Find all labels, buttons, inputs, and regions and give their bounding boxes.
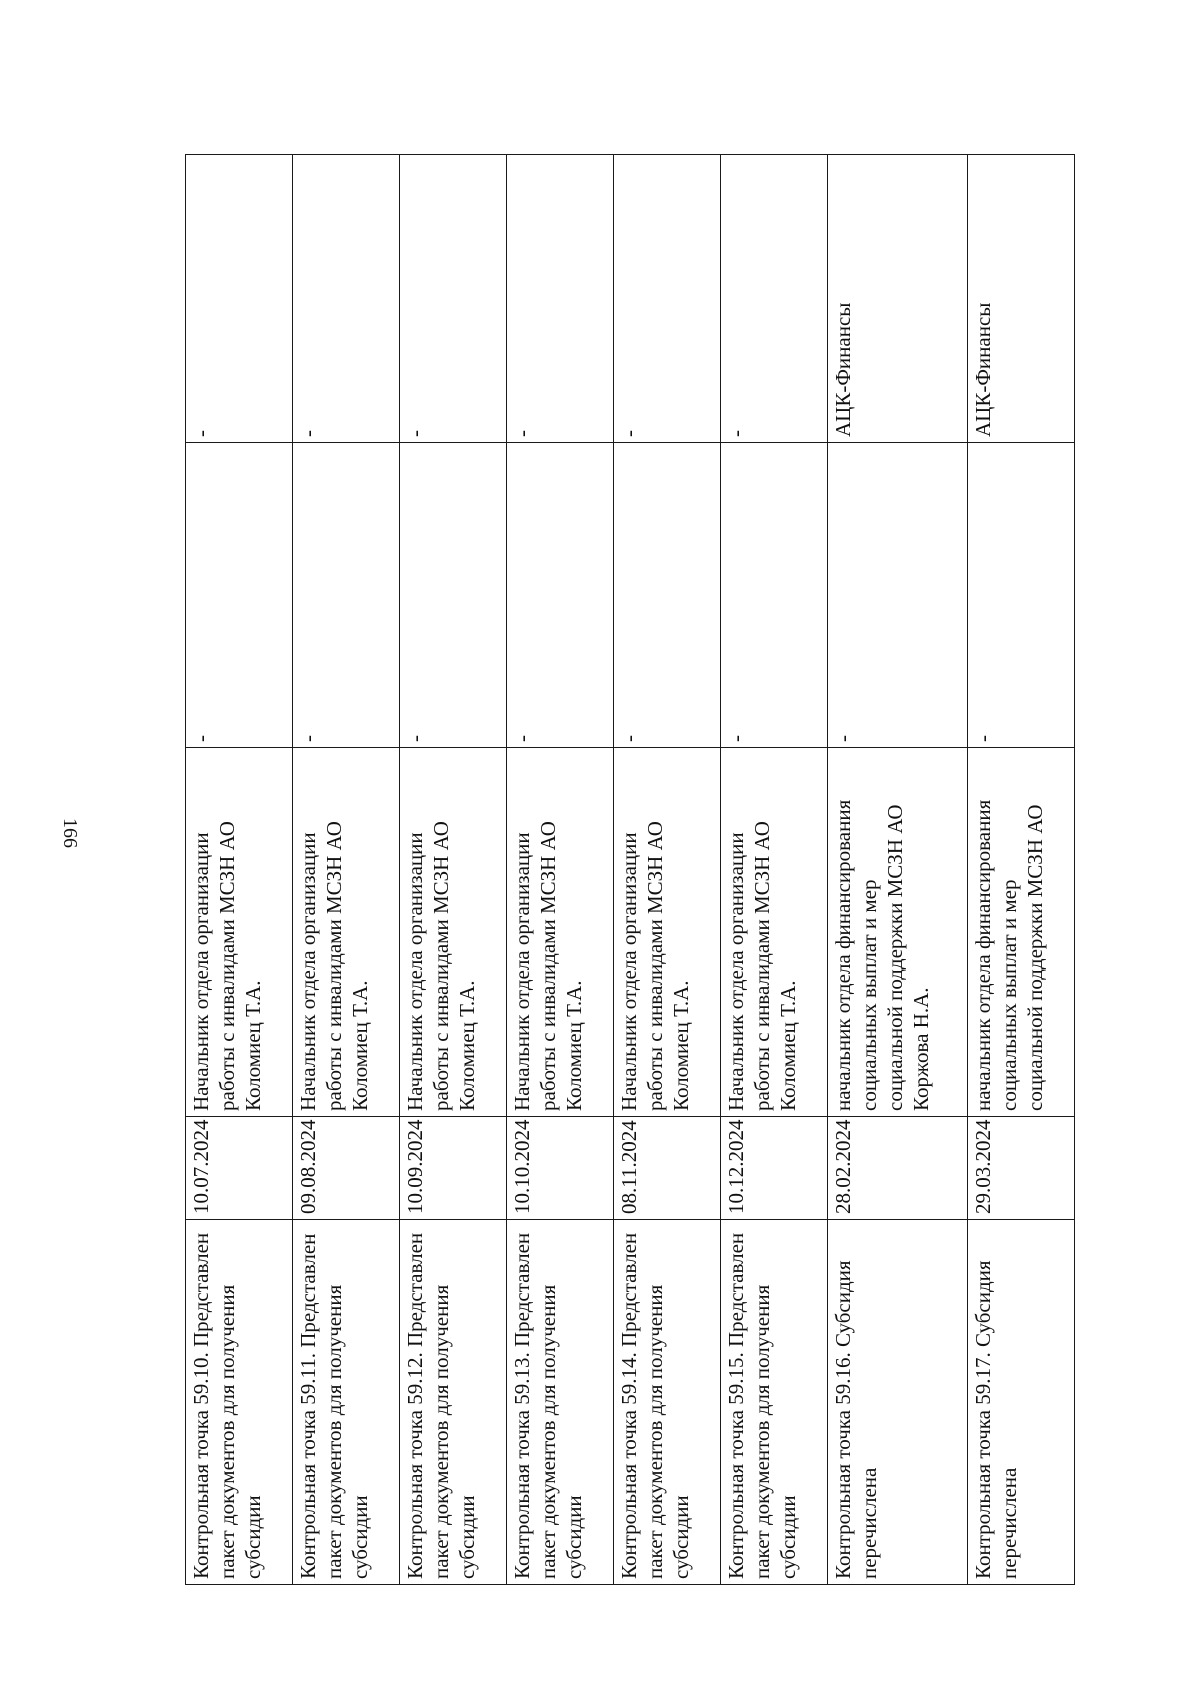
document-cell: -: [720, 443, 827, 748]
table-row: [186, 155, 293, 1585]
responsible-cell: Начальник отдела организации работы с инвалидами МСЗН АО Коломиец Т.А.: [292, 748, 399, 1117]
table-row: [720, 155, 827, 1585]
date-cell: 08.11.2024: [613, 1117, 720, 1220]
responsible-cell: Начальник отдела организации работы с инвалидами МСЗН АО Коломиец Т.А.: [399, 748, 506, 1117]
information-system-cell: -: [613, 155, 720, 443]
date-cell: 10.10.2024: [506, 1117, 613, 1220]
control-points-table: [185, 154, 1075, 1585]
table-row: [827, 155, 967, 1585]
document-cell: -: [506, 443, 613, 748]
table-body: [186, 155, 1075, 1585]
information-system-cell: -: [292, 155, 399, 443]
control-point-name-cell: Контрольная точка 59.16. Субсидия перечислена: [827, 1220, 967, 1585]
page-number: 166: [59, 818, 81, 848]
table-row: [613, 155, 720, 1585]
control-point-name-cell: Контрольная точка 59.11. Представлен пакет документов для получения субсидии: [292, 1220, 399, 1585]
control-point-name-cell: Контрольная точка 59.10. Представлен пакет документов для получения субсидии: [186, 1220, 293, 1585]
information-system-cell: -: [506, 155, 613, 443]
information-system-cell: АЦК-Финансы: [968, 155, 1075, 443]
document-cell: -: [186, 443, 293, 748]
table-container: [185, 155, 1075, 1585]
responsible-cell: начальник отдела финансирования социальных выплат и мер социальной поддержки МСЗН АО Коржова Н.А.: [827, 748, 967, 1117]
table-row: [292, 155, 399, 1585]
document-cell: -: [399, 443, 506, 748]
document-cell: -: [613, 443, 720, 748]
information-system-cell: -: [720, 155, 827, 443]
control-point-name-cell: Контрольная точка 59.15. Представлен пакет документов для получения субсидии: [720, 1220, 827, 1585]
document-cell: -: [292, 443, 399, 748]
control-point-name-cell: Контрольная точка 59.14. Представлен пакет документов для получения субсидии: [613, 1220, 720, 1585]
date-cell: 09.08.2024: [292, 1117, 399, 1220]
table-row: [968, 155, 1075, 1585]
date-cell: 10.09.2024: [399, 1117, 506, 1220]
control-point-name-cell: Контрольная точка 59.12. Представлен пакет документов для получения субсидии: [399, 1220, 506, 1585]
date-cell: 29.03.2024: [968, 1117, 1075, 1220]
table-row: [399, 155, 506, 1585]
control-point-name-cell: Контрольная точка 59.13. Представлен пакет документов для получения субсидии: [506, 1220, 613, 1585]
responsible-cell: Начальник отдела организации работы с инвалидами МСЗН АО Коломиец Т.А.: [506, 748, 613, 1117]
date-cell: 28.02.2024: [827, 1117, 967, 1220]
responsible-cell: начальник отдела финансирования социальных выплат и мер социальной поддержки МСЗН АО: [968, 748, 1075, 1117]
control-point-name-cell: Контрольная точка 59.17. Субсидия перечислена: [968, 1220, 1075, 1585]
information-system-cell: -: [399, 155, 506, 443]
document-cell: -: [968, 443, 1075, 748]
responsible-cell: Начальник отдела организации работы с инвалидами МСЗН АО Коломиец Т.А.: [613, 748, 720, 1117]
document-cell: -: [827, 443, 967, 748]
date-cell: 10.12.2024: [720, 1117, 827, 1220]
table-row: [506, 155, 613, 1585]
responsible-cell: Начальник отдела организации работы с инвалидами МСЗН АО Коломиец Т.А.: [186, 748, 293, 1117]
information-system-cell: АЦК-Финансы: [827, 155, 967, 443]
responsible-cell: Начальник отдела организации работы с инвалидами МСЗН АО Коломиец Т.А.: [720, 748, 827, 1117]
date-cell: 10.07.2024: [186, 1117, 293, 1220]
information-system-cell: -: [186, 155, 293, 443]
